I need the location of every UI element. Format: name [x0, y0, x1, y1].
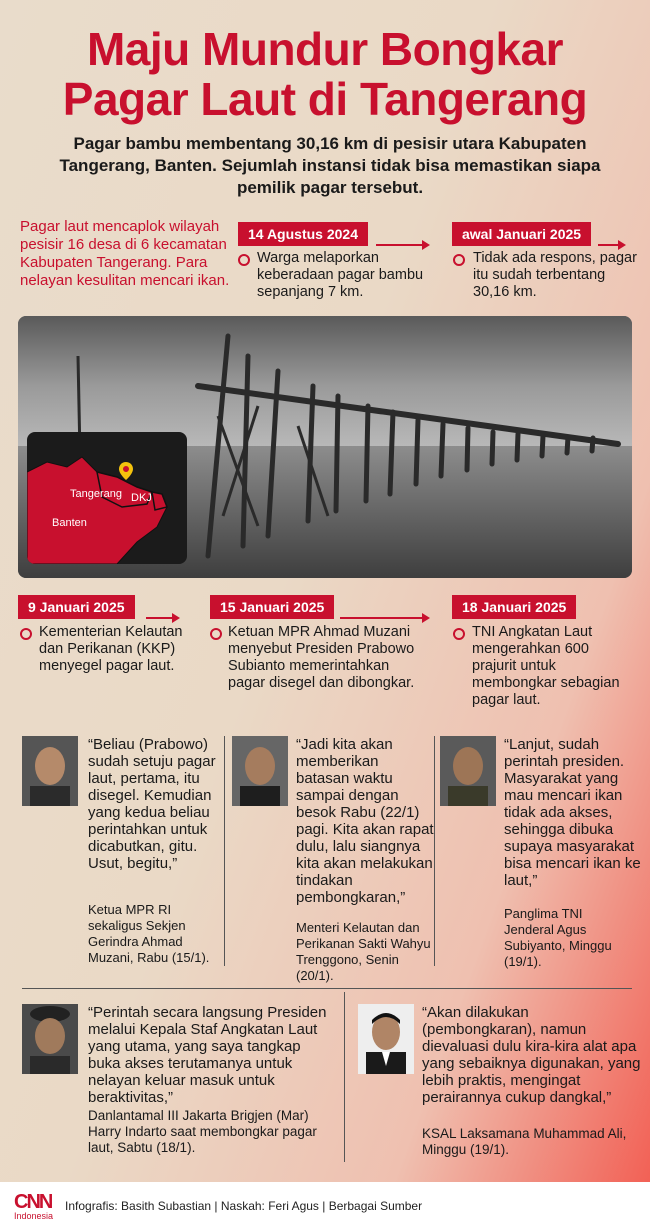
quote-ali: “Akan dilakukan (pembongkaran), namun dievaluasi dulu kira-kira alat apa yang sebaiknya digunakan, yang lebih praktis, mengingat perairannya cukup dangkal,” — [422, 1004, 641, 1106]
quote-muzani: “Beliau (Prabowo) sudah setuju pagar laut, pertama, itu disegel. Kemudian yang kedua beliau perintahkan untuk dicabutkan, gitu. Usut, begitu,” — [88, 736, 216, 872]
quote-source-subiyanto: Panglima TNI Jenderal Agus Subiyanto, Minggu (19/1). — [504, 906, 612, 969]
logo-indonesia: Indonesia — [14, 1211, 54, 1221]
timeline-dot-icon — [210, 628, 222, 640]
title-line-2: Pagar Laut di Tangerang — [62, 73, 588, 125]
quote-indarto: “Perintah secara langsung Presiden melalui Kepala Staf Angkatan Laut yang utama, yang saya tangkap buka akses terutamanya untuk nelayan keluar masuk untuk beraktivitas,” — [88, 1004, 327, 1106]
timeline-date-5: 18 Januari 2025 — [452, 595, 576, 619]
location-map — [27, 432, 187, 564]
arrow-icon — [376, 244, 428, 246]
portrait-ali — [358, 1004, 414, 1074]
timeline-event-3: Kementerian Kelautan dan Perikanan (KKP) menyegel pagar laut. — [39, 624, 183, 674]
location-pin-icon — [119, 462, 133, 480]
timeline-date-3: 9 Januari 2025 — [18, 595, 135, 619]
map-label-banten: Banten — [52, 517, 87, 529]
timeline-date-1: 14 Agustus 2024 — [238, 222, 368, 246]
timeline-date-2: awal Januari 2025 — [452, 222, 591, 246]
arrow-icon — [340, 617, 428, 619]
page-title — [0, 24, 650, 124]
arrow-icon — [598, 244, 624, 246]
divider — [224, 736, 225, 966]
timeline-event-5: TNI Angkatan Laut mengerahkan 600 prajurit untuk membongkar sebagian pagar laut. — [472, 624, 620, 708]
divider — [22, 988, 632, 989]
timeline-dot-icon — [238, 254, 250, 266]
timeline-event-1: Warga melaporkan keberadaan pagar bambu sepanjang 7 km. — [257, 250, 424, 300]
map-label-tangerang: Tangerang — [70, 488, 122, 500]
quote-source-trenggono: Menteri Kelautan dan Perikanan Sakti Wahyu Trenggono, Senin (20/1). — [296, 920, 431, 983]
portrait-muzani — [22, 736, 78, 806]
quote-subiyanto: “Lanjut, sudah perintah presiden. Masyarakat yang mau mencari ikan tidak ada akses, sehingga dibuka supaya masyarakat bisa mencari ikan ke laut,” — [504, 736, 641, 889]
logo-cnn: CNN — [14, 1191, 52, 1213]
divider — [344, 992, 345, 1162]
arrow-icon — [146, 617, 178, 619]
timeline-dot-icon — [453, 254, 465, 266]
timeline-date-4: 15 Januari 2025 — [210, 595, 334, 619]
map-label-dkj: DKJ — [131, 492, 152, 504]
quote-source-muzani: Ketua MPR RI sekaligus Sekjen Gerindra Ahmad Muzani, Rabu (15/1). — [88, 902, 210, 965]
timeline-dot-icon — [20, 628, 32, 640]
timeline-event-2: Tidak ada respons, pagar itu sudah terbentang 30,16 km. — [473, 250, 637, 300]
divider — [434, 736, 435, 966]
footer — [0, 1182, 650, 1232]
credit-line: Infografis: Basith Subastian | Naskah: Feri Agus | Berbagai Sumber — [65, 1199, 423, 1213]
timeline-dot-icon — [453, 628, 465, 640]
cnn-indonesia-logo — [14, 1192, 54, 1222]
portrait-subiyanto — [440, 736, 496, 806]
portrait-trenggono — [232, 736, 288, 806]
intro-text: Pagar laut mencaplok wilayah pesisir 16 desa di 6 kecamatan Kabupaten Tangerang. Para nelayan kesulitan mencari ikan. — [20, 218, 230, 289]
timeline-event-4: Ketuan MPR Ahmad Muzani menyebut Presiden Prabowo Subianto memerintahkan pagar disegel dan dibongkar. — [228, 624, 415, 691]
subtitle: Pagar bambu membentang 30,16 km di pesisir utara Kabupaten Tangerang, Banten. Sejumlah instansi tidak bisa memastikan siapa pemilik pagar tersebut. — [59, 134, 601, 197]
quote-trenggono: “Jadi kita akan memberikan batasan waktu sampai dengan besok Rabu (22/1) pagi. Kita akan rapat dulu, lalu siangnya kita akan melakukan tindakan pembongkaran,” — [296, 736, 434, 906]
portrait-indarto — [22, 1004, 78, 1074]
quote-source-indarto: Danlantamal III Jakarta Brigjen (Mar) Harry Indarto saat membongkar pagar laut, Sabtu (18/1). — [88, 1108, 317, 1155]
quote-source-ali: KSAL Laksamana Muhammad Ali, Minggu (19/1). — [422, 1126, 627, 1157]
title-line-1: Maju Mundur Bongkar — [86, 23, 564, 75]
